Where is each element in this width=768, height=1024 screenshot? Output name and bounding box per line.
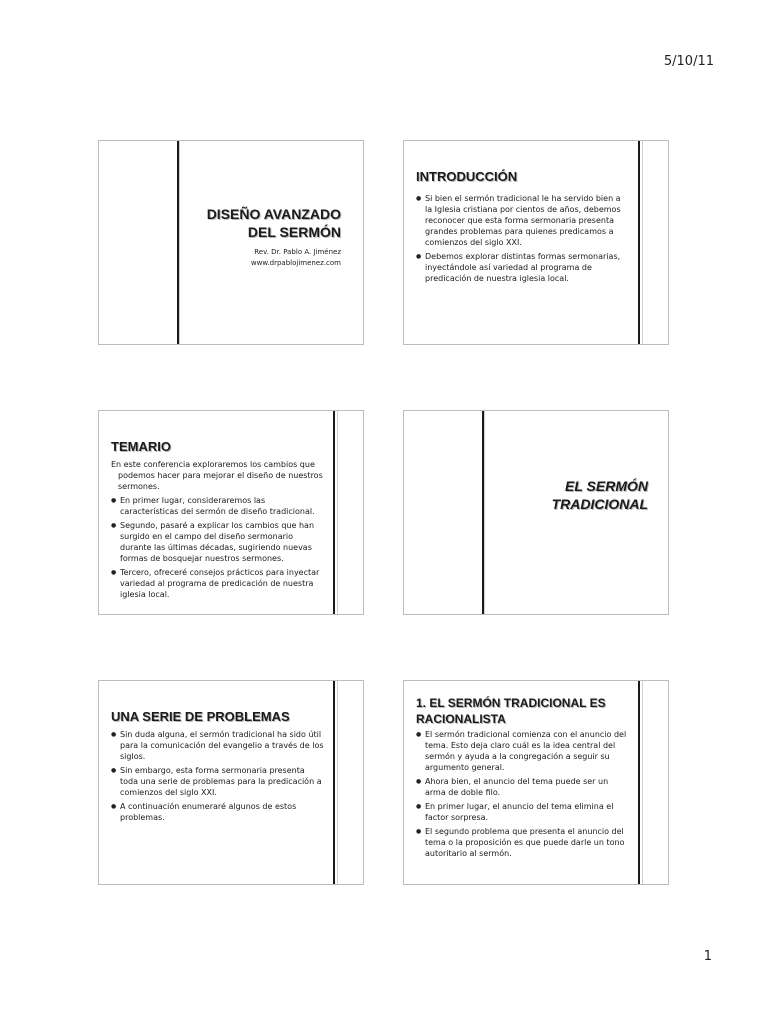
bullet-item: ● Tercero, ofreceré consejos prácticos para inyectar variedad al programa de predicación de nuestra iglesia local. xyxy=(111,567,325,600)
bullet-item: ● Segundo, pasaré a explicar los cambios que han surgido en el campo del diseño sermonario durante las últimas décadas, sugiriendo nuevas formas de bosquejar nuestros sermones. xyxy=(111,520,325,564)
bullet-item: ● Debemos explorar distintas formas sermonarias, inyectándole así variedad al programa de predicación de nuestra iglesia local. xyxy=(416,251,630,284)
slide-divider-bar xyxy=(333,681,335,884)
slide-cover xyxy=(98,140,364,345)
intro-paragraph: En este conferencia exploraremos los cambios que podemos hacer para mejorar el diseño de nuestros sermones. xyxy=(111,460,323,491)
slide-title: INTRODUCCIÓN xyxy=(416,169,518,184)
slide-temario xyxy=(98,410,364,615)
bullet-item: ● En primer lugar, el anuncio del tema elimina el factor sorpresa. xyxy=(416,801,630,823)
slide-divider-shadow xyxy=(337,681,338,884)
slide-divider-bar xyxy=(333,411,335,614)
cover-title-line2: DEL SERMÓN xyxy=(247,224,341,240)
slide-introduction xyxy=(403,140,669,345)
slide-divider-shadow xyxy=(484,411,485,614)
bullet-item: ● A continuación enumeraré algunos de estos problemas. xyxy=(111,801,325,823)
bullet-list xyxy=(416,193,630,287)
slide-title-line1: 1. EL SERMÓN TRADICIONAL ES xyxy=(416,696,606,710)
bullet-item: ● En primer lugar, consideraremos las características del sermón de diseño tradicional. xyxy=(111,495,325,517)
bullet-item: ● Ahora bien, el anuncio del tema puede ser un arma de doble filo. xyxy=(416,776,630,798)
slide-divider-bar xyxy=(638,681,640,884)
slide-divider-shadow xyxy=(642,681,643,884)
slide-divider-bar xyxy=(638,141,640,344)
bullet-item: ● El sermón tradicional comienza con el anuncio del tema. Esto deja claro cuál es la idea central del sermón y ayuda a la congregación a seguir su argumento general. xyxy=(416,729,630,773)
slide-divider-shadow xyxy=(337,411,338,614)
cover-title-line1: DISEÑO AVANZADO xyxy=(206,206,341,222)
slide-divider-shadow xyxy=(179,141,180,344)
cover-title xyxy=(207,205,341,241)
cover-author: Rev. Dr. Pablo A. Jiménez xyxy=(254,248,341,256)
slide-racionalista xyxy=(403,680,669,885)
slide-title xyxy=(416,695,606,727)
slide-serie-problemas xyxy=(98,680,364,885)
slide-title: TEMARIO xyxy=(111,439,171,454)
cover-subtitle xyxy=(251,247,341,269)
bullet-item: ● Sin embargo, esta forma sermonaria presenta toda una serie de problemas para la predicación a comienzos del siglo XXI. xyxy=(111,765,325,798)
page-number: 1 xyxy=(703,949,712,964)
slide-title-line2: RACIONALISTA xyxy=(416,712,506,726)
cover-website: www.drpablojimenez.com xyxy=(250,259,341,267)
print-date: 5/10/11 xyxy=(663,54,714,69)
slide-title: UNA SERIE DE PROBLEMAS xyxy=(111,709,290,724)
section-title-line2: TRADICIONAL xyxy=(551,496,648,512)
bullet-item: ● El segundo problema que presenta el anuncio del tema o la proposición es que puede darle un tono autoritario al sermón. xyxy=(416,826,630,859)
section-title xyxy=(552,477,648,513)
slide-section-title xyxy=(403,410,669,615)
bullet-item: ● Sin duda alguna, el sermón tradicional ha sido útil para la comunicación del evangelio a través de los siglos. xyxy=(111,729,325,762)
slide-divider-shadow xyxy=(642,141,643,344)
bullet-item: ● Si bien el sermón tradicional le ha servido bien a la Iglesia cristiana por cientos de años, debemos reconocer que esta forma sermonaria presenta grandes problemas para quienes predicamos a comienzos del siglo XXI. xyxy=(416,193,630,248)
bullet-list xyxy=(416,729,630,862)
bullet-list xyxy=(111,729,325,826)
section-title-line1: EL SERMÓN xyxy=(565,478,648,494)
bullet-list xyxy=(111,459,325,603)
